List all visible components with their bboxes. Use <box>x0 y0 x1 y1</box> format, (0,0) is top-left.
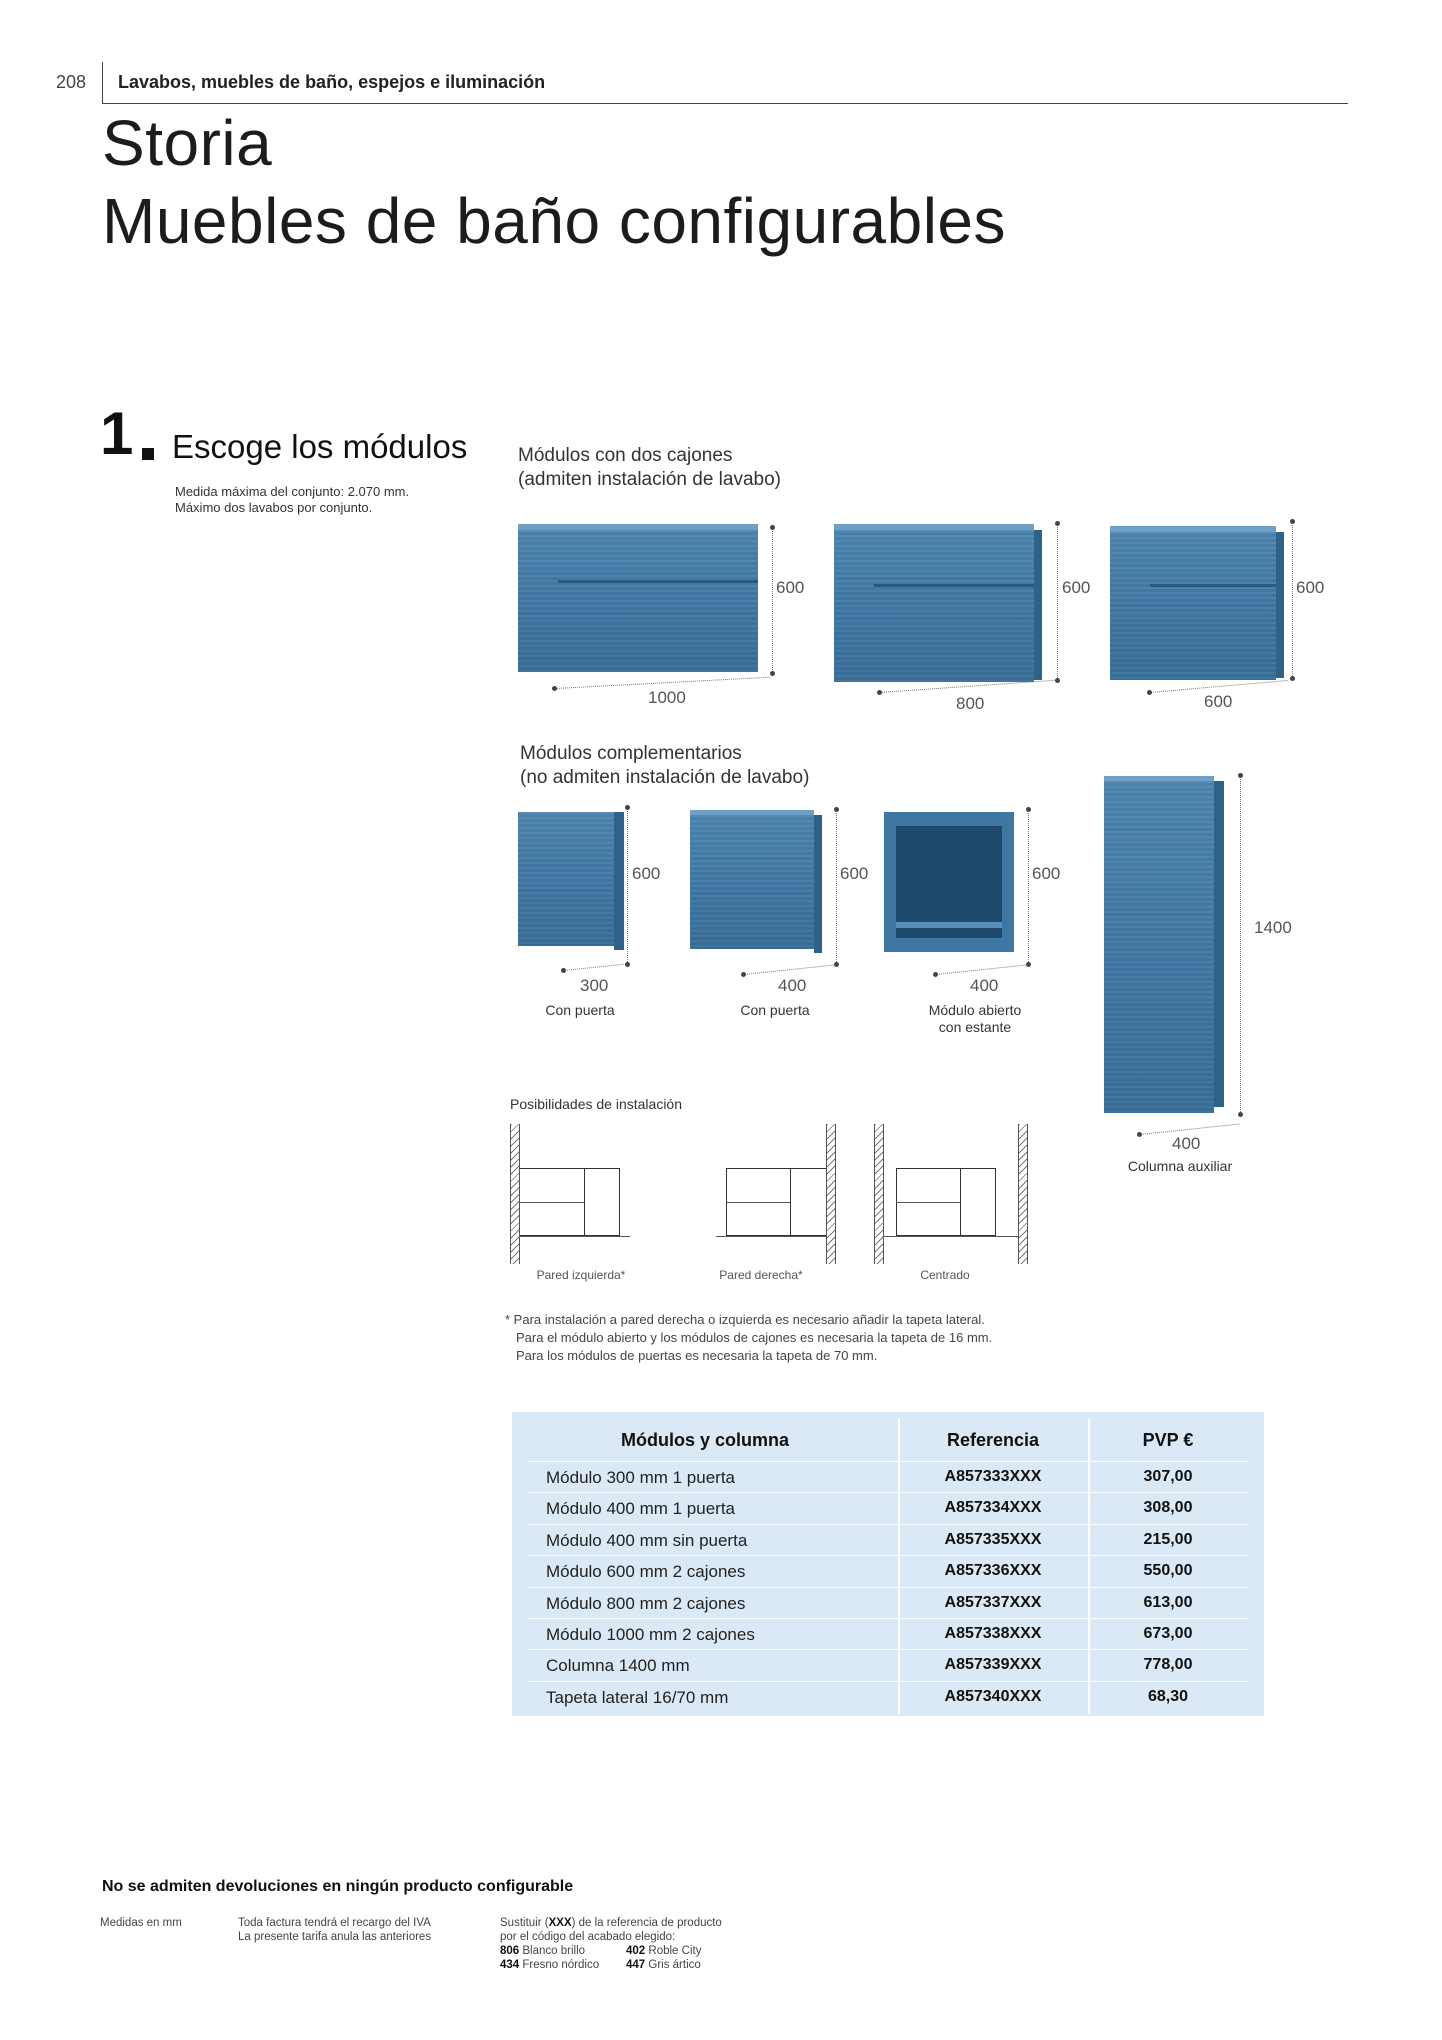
step-bullet <box>142 448 154 460</box>
module-label: Con puerta <box>740 1002 810 1018</box>
row-name: Columna 1400 mm <box>546 1656 690 1675</box>
footnote: * Para instalación a pared derecha o izquierda es necesario añadir la tapeta lateral. <box>505 1312 985 1327</box>
page-number: 208 <box>56 72 87 92</box>
row-name: Módulo 600 mm 2 cajones <box>546 1562 746 1581</box>
row-price: 550,00 <box>1143 1562 1193 1579</box>
row-price: 778,00 <box>1143 1656 1193 1673</box>
complementary-title: Módulos complementarios <box>520 743 742 764</box>
row-name: Módulo 1000 mm 2 cajones <box>546 1625 755 1644</box>
units-note: Medidas en mm <box>100 1917 182 1929</box>
installation-title: Posibilidades de instalación <box>510 1096 682 1112</box>
footnote: Para el módulo abierto y los módulos de cajones es necesaria la tapeta de 16 mm. <box>516 1330 993 1345</box>
row-reference: A857335XXX <box>944 1531 1042 1548</box>
module-label: con estante <box>938 1019 1012 1035</box>
table-header-price: PVP € <box>1142 1430 1194 1450</box>
step-number: 1 <box>100 400 134 467</box>
row-reference: A857334XXX <box>944 1499 1042 1516</box>
row-price: 68,30 <box>1147 1688 1189 1705</box>
install-label: Centrado <box>920 1268 970 1282</box>
page-subtitle: Muebles de baño configurables <box>102 185 1006 257</box>
row-price: 613,00 <box>1143 1594 1193 1611</box>
dim-width: 400 <box>970 976 999 995</box>
step-title: Escoge los módulos <box>172 428 468 465</box>
dim-width: 400 <box>778 976 807 995</box>
dim-height: 600 <box>1296 578 1325 597</box>
row-price: 673,00 <box>1143 1625 1193 1642</box>
install-label: Pared izquierda* <box>536 1268 626 1282</box>
module-label: Módulo abierto <box>928 1002 1022 1018</box>
header-rule <box>102 103 1348 104</box>
table-header-reference: Referencia <box>946 1430 1040 1450</box>
step-note: Medida máxima del conjunto: 2.070 mm. <box>175 484 410 499</box>
install-label: Pared derecha* <box>719 1268 803 1282</box>
dim-height: 600 <box>632 864 661 883</box>
dim-width: 1000 <box>648 688 686 707</box>
dim-width: 400 <box>1172 1134 1201 1153</box>
column-label: Columna auxiliar <box>1127 1158 1233 1174</box>
row-reference: A857339XXX <box>944 1656 1042 1673</box>
table-header-modules: Módulos y columna <box>620 1430 789 1450</box>
step-note: Máximo dos lavabos por conjunto. <box>175 500 373 515</box>
row-reference: A857338XXX <box>944 1625 1042 1642</box>
section-title: Lavabos, muebles de baño, espejos e iluminación <box>118 72 546 92</box>
dim-width: 300 <box>580 976 609 995</box>
row-reference: A857336XXX <box>944 1562 1042 1579</box>
dim-height: 600 <box>776 578 805 597</box>
drawer-modules-title: Módulos con dos cajones <box>518 445 733 466</box>
dim-width: 600 <box>1204 692 1233 711</box>
row-name: Tapeta lateral 16/70 mm <box>546 1688 729 1707</box>
row-price: 215,00 <box>1143 1531 1193 1548</box>
dim-height: 600 <box>1062 578 1091 597</box>
drawer-modules-subtitle: (admiten instalación de lavabo) <box>518 469 781 490</box>
dim-height: 600 <box>1032 864 1061 883</box>
row-reference: A857337XXX <box>944 1594 1042 1611</box>
page-title: Storia <box>102 107 273 179</box>
dim-height: 600 <box>840 864 869 883</box>
row-price: 307,00 <box>1143 1468 1193 1485</box>
row-name: Módulo 400 mm sin puerta <box>546 1531 748 1550</box>
vat-note: Toda factura tendrá el recargo del IVA La presente tarifa anula las anteriores <box>238 1917 432 1943</box>
row-name: Módulo 300 mm 1 puerta <box>546 1468 735 1487</box>
row-price: 308,00 <box>1143 1499 1193 1516</box>
dim-height: 1400 <box>1254 918 1292 937</box>
module-label: Con puerta <box>545 1002 615 1018</box>
row-reference: A857333XXX <box>944 1468 1042 1485</box>
substitution-note: Sustituir (XXX) de la referencia de producto por el código del acabado elegido: 806 Blanco brillo 402 Roble City 434 Fresno nórdico 447 Gris ártico <box>500 1917 722 1971</box>
complementary-subtitle: (no admiten instalación de lavabo) <box>520 767 810 788</box>
dim-width: 800 <box>956 694 985 713</box>
no-returns-notice: No se admiten devoluciones en ningún producto configurable <box>102 1878 574 1895</box>
header-separator <box>102 62 103 104</box>
row-reference: A857340XXX <box>944 1688 1042 1705</box>
row-name: Módulo 400 mm 1 puerta <box>546 1499 735 1518</box>
footnote: Para los módulos de puertas es necesaria la tapeta de 70 mm. <box>516 1348 878 1363</box>
row-name: Módulo 800 mm 2 cajones <box>546 1594 746 1613</box>
